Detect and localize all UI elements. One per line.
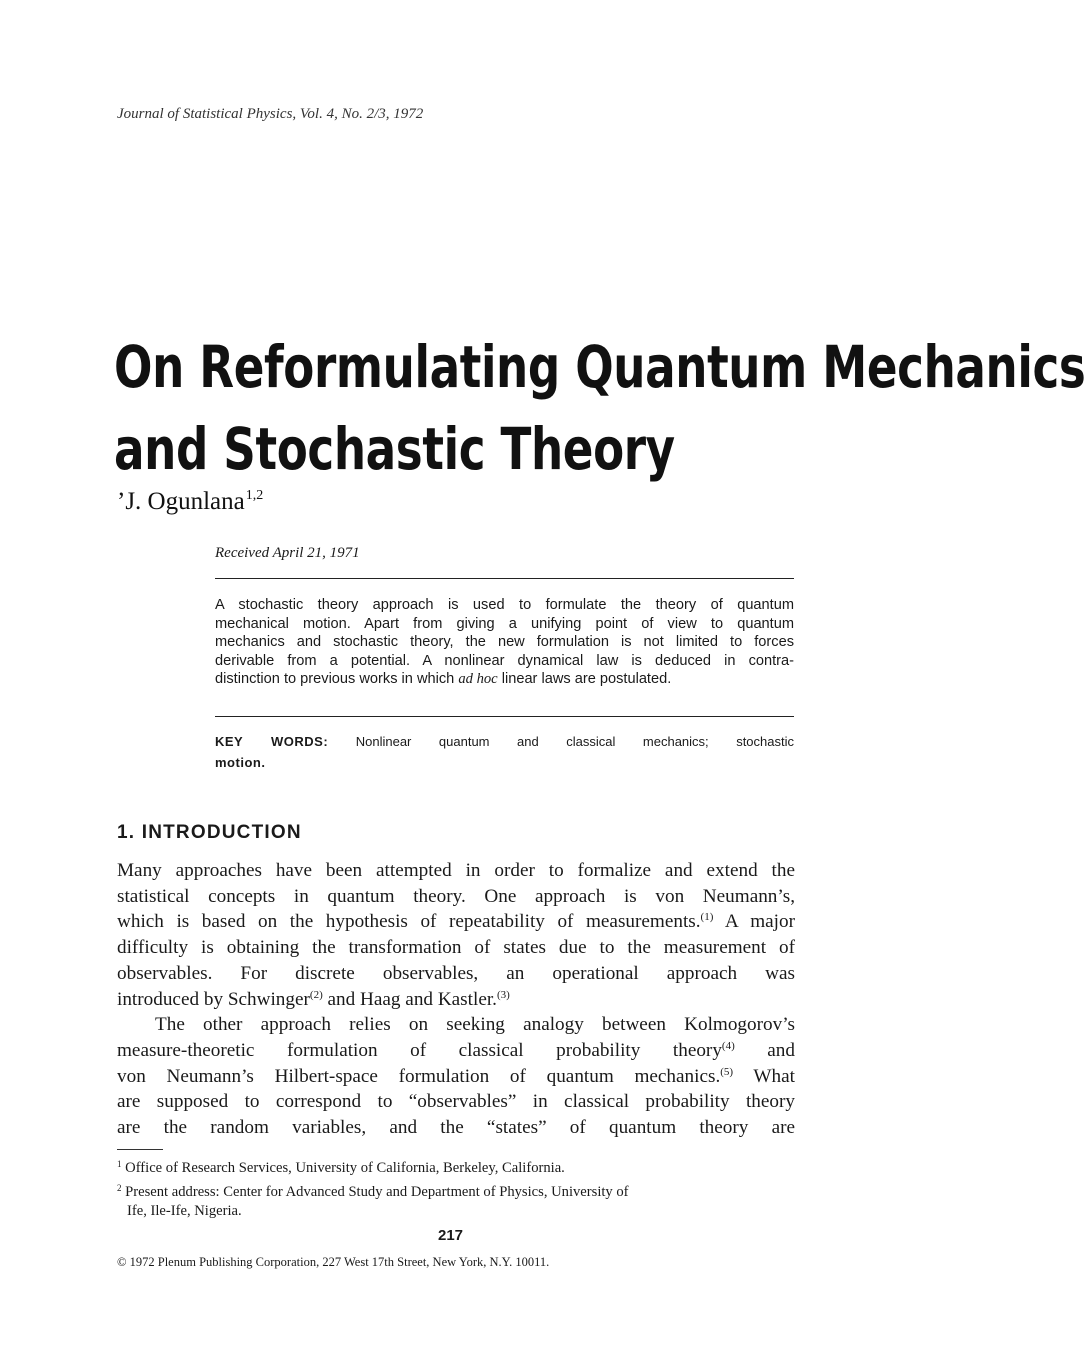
journal-citation: Journal of Statistical Physics, Vol. 4, No. 2/3, 1972 [117,106,424,122]
author-affiliation-marks: 1,2 [245,488,264,503]
title-line-1: On Reformulating Quantum Mechanics [114,333,1085,401]
abstract-line [215,670,794,689]
author-line [117,488,263,516]
body-text-run: What [733,1065,795,1087]
body-line: statistical concepts in quantum theory. One approach is von Neumann’s, [117,885,795,907]
keywords-line [215,731,794,752]
citation-ref: (1) [700,911,714,924]
page-number: 217 [437,1227,464,1244]
footnote-2-cont: Ife, Ile-Ife, Nigeria. [127,1203,242,1219]
abstract [215,596,794,689]
body-line: are supposed to correspond to “observables” in classical probability theory [117,1091,795,1113]
abstract-bottom-rule [215,716,794,717]
footnote-mark: 2 [117,1182,122,1193]
body-line [117,909,795,935]
keywords-text-cont: motion. [215,755,266,770]
body-line [117,987,795,1013]
body-text-run: introduced by Schwinger [117,988,310,1010]
copyright-line: © 1972 Plenum Publishing Corporation, 227 West 17th Street, New York, N.Y. 10011. [117,1255,550,1269]
body-line [117,1038,795,1064]
body-line: difficulty is obtaining the transformation of states due to the measurement of [117,937,795,959]
abstract-line: mechanics and stochastic theory, the new formulation is not limited to forces [215,634,794,651]
keywords-label: KEY WORDS: [215,734,329,749]
footnote-mark: 1 [117,1159,122,1169]
citation-ref: (4) [721,1039,735,1052]
body-line: are the random variables, and the “states” of quantum theory are [117,1117,795,1139]
section-heading: 1. INTRODUCTION [117,822,302,843]
footnotes [117,1155,795,1222]
received-date: Received April 21, 1971 [215,545,360,561]
author-name: ’J. Ogunlana [117,488,245,515]
body-line: Many approaches have been attempted in order to formalize and extend the [117,860,795,881]
body-text [117,858,795,1141]
body-text-run: which is based on the hypothesis of repeatability of measurements. [117,911,701,933]
body-text-run: measure-theoretic formulation of classical probability theory [117,1039,722,1061]
body-text-run: and [734,1039,795,1061]
body-text-run: A major [713,911,795,933]
paper-title [114,326,1085,490]
keywords [215,731,794,773]
footnote-1 [117,1155,795,1179]
body-line: observables. For discrete observables, an operational approach was [117,962,795,984]
abstract-line: mechanical motion. Apart from giving a unifying point of view to quantum [215,615,794,632]
abstract-line: derivable from a potential. A nonlinear dynamical law is deduced in contra- [215,652,794,669]
citation-ref: (2) [309,988,323,1001]
footnote-text: Office of Research Services, University of California, Berkeley, California. [121,1160,565,1176]
citation-ref: (5) [720,1065,734,1078]
abstract-text: linear laws are postulated. [497,671,672,688]
keywords-text: Nonlinear quantum and classical mechanics; stochastic [355,734,794,749]
body-line: The other approach relies on seeking analogy between Kolmogorov’s [155,1014,795,1036]
abstract-top-rule [215,578,794,579]
abstract-italic-phrase: ad hoc [458,671,498,688]
footnote-text: Present address: Center for Advanced Study and Department of Physics, University of [121,1183,629,1200]
body-text-run: von Neumann’s Hilbert-space formulation of quantum mechanics. [117,1065,721,1087]
footnote-rule [117,1149,163,1150]
footnote-2 [117,1179,795,1203]
abstract-text: distinction to previous works in which [215,671,459,688]
body-text-run: and Haag and Kastler. [322,988,497,1010]
body-line [117,1064,795,1090]
title-line-2: and Stochastic Theory [114,415,675,483]
citation-ref: (3) [496,988,510,1001]
abstract-line: A stochastic theory approach is used to formulate the theory of quantum [215,597,794,613]
